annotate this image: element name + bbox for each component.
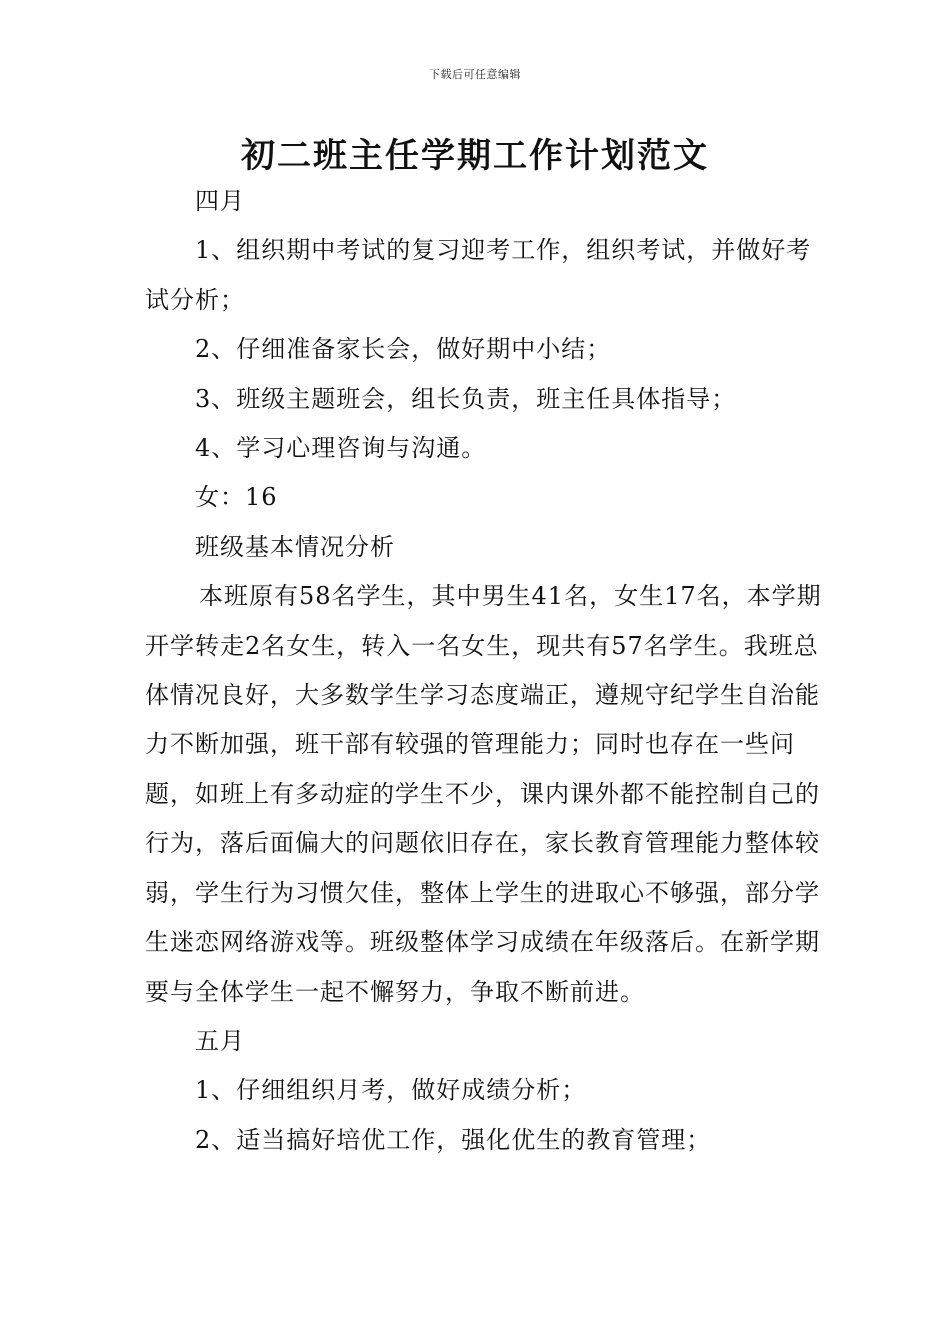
header-note: 下载后可任意编辑 bbox=[429, 68, 521, 81]
paragraph-may-item-1: 1、仔细组织月考，做好成绩分析； bbox=[195, 1076, 587, 1105]
paragraph-month-april: 四月 bbox=[195, 187, 245, 215]
paragraph-may-item-2: 2、适当搞好培优工作，强化优生的教育管理； bbox=[195, 1125, 712, 1154]
paragraph-april-item-4: 4、学习心理咨询与沟通。 bbox=[195, 434, 487, 463]
document-body bbox=[145, 177, 822, 1165]
paragraph-april-item-3: 3、班级主题班会，组长负责，班主任具体指导； bbox=[195, 384, 737, 413]
paragraph-april-item-1: 1、组织期中考试的复习迎考工作，组织考试，并做好考试分析； bbox=[145, 236, 812, 314]
paragraph-female-count: 女：16 bbox=[195, 483, 278, 512]
paragraph-april-item-2: 2、仔细准备家长会，做好期中小结； bbox=[195, 335, 612, 364]
document-title: 初二班主任学期工作计划范文 bbox=[241, 136, 709, 176]
paragraph-section-heading: 班级基本情况分析 bbox=[195, 532, 395, 561]
paragraph-class-analysis: 本班原有58名学生，其中男生41名，女生17名，本学期开学转走2名女生，转入一名女生，现共有57名学生。我班总体情况良好，大多数学生学习态度端正，遵规守纪学生自治能力不断加强，班干部有较强的管理能力；同时也存在一些问题，如班上有多动症的学生不少，课内课外都不能控制自己的行为，落后面偏大的问题依旧存在，家长教育管理能力整体较弱，学生行为习惯欠佳，整体上学生的进取心不够强，部分学生迷恋网络游戏等。班级整体学习成绩在年级落后。在新学期要与全体学生一起不懈努力，争取不断前进。 bbox=[145, 582, 822, 1006]
paragraph-month-may: 五月 bbox=[195, 1026, 245, 1055]
